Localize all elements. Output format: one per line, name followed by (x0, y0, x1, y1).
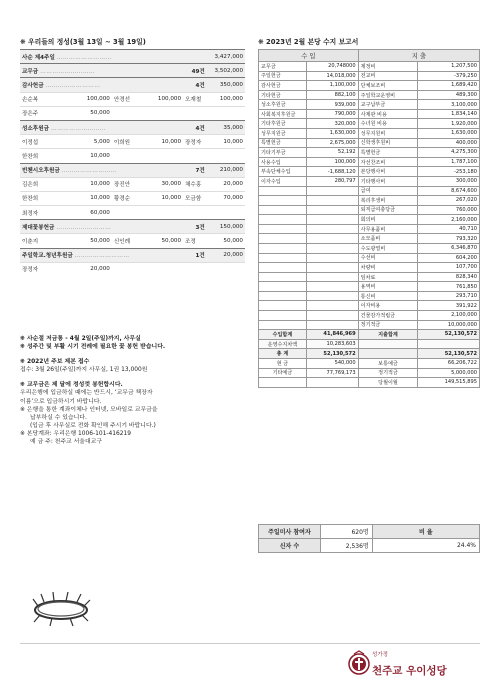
income-header: 수 입 (259, 50, 359, 62)
expense-item: 통신비 (358, 291, 418, 301)
offering-donors-row (20, 191, 245, 205)
finance-row (259, 90, 480, 100)
offering-category-row (20, 220, 245, 234)
finance-row (259, 119, 480, 129)
expense-amount: 2,160,000 (418, 215, 480, 225)
offering-count: 4건 (151, 120, 207, 134)
other-deposit-row (259, 368, 480, 378)
other-value: 77,769,173 (306, 368, 358, 378)
finance-row (259, 62, 480, 72)
notice-heading: ❋ 사순절 저금통 - 4월 2일(주일)까지, 사무실 (20, 336, 141, 342)
offering-donors-row (20, 234, 245, 248)
offerings-title: ❋ 우리들의 정성(3월 13일 ~ 3월 19일) (20, 38, 146, 46)
offering-donors-row (20, 177, 245, 191)
offering-category-row (20, 64, 245, 78)
offering-donors-row (20, 262, 245, 276)
offering-count (151, 50, 207, 64)
notice-heading: ❋ 성주간 및 부활 시기 전례에 필요한 꽃 봉헌 받습니다. (20, 344, 166, 351)
donor-amount: 100,000 (59, 92, 112, 106)
finance-row (259, 291, 480, 301)
expense-item: 기타행사비 (358, 176, 418, 186)
expense-amount: 1,834,140 (418, 109, 480, 119)
finance-title: ❋ 2023년 2월 본당 수지 보고서 (258, 38, 359, 46)
offering-category-row (20, 78, 245, 92)
income-item (259, 272, 307, 282)
income-item: 기타후원금 (259, 119, 307, 129)
weekly-offerings (20, 36, 245, 276)
income-item: 교무금 (259, 62, 307, 72)
income-item: 이자수입 (259, 176, 307, 186)
income-item: 성소후원금 (259, 100, 307, 110)
offering-amount: 150,000 (207, 220, 245, 234)
balance-label: 당월이월 (358, 378, 418, 388)
income-amount (306, 253, 358, 263)
offerings-table (20, 49, 245, 276)
income-amount (306, 243, 358, 253)
grand-left: 52,130,572 (306, 349, 358, 359)
income-amount (306, 272, 358, 282)
expense-amount: -253,180 (418, 167, 480, 177)
offering-amount: 35,000 (207, 120, 245, 134)
income-amount (306, 291, 358, 301)
income-amount (306, 234, 358, 244)
donor-name: 장정자 (183, 135, 207, 149)
finance-row (259, 272, 480, 282)
income-item (259, 282, 307, 292)
finance-row (259, 205, 480, 215)
offering-amount: 210,000 (207, 163, 245, 177)
deposit-value: 66,206,722 (418, 358, 480, 368)
expense-amount: 828,340 (418, 272, 480, 282)
attendance-row-1 (259, 525, 480, 539)
donor-amount: 10,000 (207, 135, 245, 149)
income-amount: 14,018,000 (306, 71, 358, 81)
attendance-row-2 (259, 539, 480, 553)
income-item: 기타헌금 (259, 90, 307, 100)
offering-count: 1건 (151, 248, 207, 262)
expense-item: 이자비용 (358, 301, 418, 311)
expense-amount: 400,000 (418, 138, 480, 148)
donor-amount: 50,000 (59, 106, 112, 120)
income-total-label: 수입합계 (259, 330, 307, 340)
donor-name: 이정섭 (20, 135, 59, 149)
donor-name: 장은주 (20, 106, 59, 120)
expense-item: 제정비 (358, 62, 418, 72)
donor-amount: 20,000 (59, 262, 112, 276)
income-item (259, 311, 307, 321)
income-item: 기타기부금 (259, 148, 307, 158)
ratio-value: 24.4% (372, 539, 479, 553)
expense-item: 소모품비 (358, 234, 418, 244)
mass-attendance-label: 주일미사 참여자 (259, 525, 321, 539)
donor-name: 손순복 (20, 92, 59, 106)
expense-item: 임차료 (358, 272, 418, 282)
donor-amount: 10,000 (59, 149, 112, 163)
offering-category: 주일학교.청년후원금 ……………………… (20, 248, 151, 262)
donor-amount: 20,000 (207, 177, 245, 191)
expense-item: 차량비 (358, 263, 418, 273)
notice-line: 이름’으로 입금하시기 바랍니다. (20, 398, 102, 405)
income-amount: -1,688,120 (306, 167, 358, 177)
offering-donors-row (20, 149, 245, 163)
donor-amount: 10,000 (151, 191, 183, 205)
expense-item: 자선찬조비 (358, 157, 418, 167)
income-item (259, 243, 307, 253)
expense-amount: 10,000,000 (418, 320, 480, 330)
income-amount: 790,000 (306, 109, 358, 119)
income-amount (306, 282, 358, 292)
attendance-table (258, 524, 480, 553)
finance-row (259, 320, 480, 330)
donor-name: 신인례 (112, 234, 151, 248)
expense-item: 특별헌금 (358, 148, 418, 158)
expense-amount: 4,275,300 (418, 148, 480, 158)
offering-category-row (20, 248, 245, 262)
finance-row (259, 186, 480, 196)
expense-amount: 489,300 (418, 90, 480, 100)
notice-heading: ❋ 교무금은 제 달에 정성껏 봉헌합시다. (20, 382, 123, 389)
cash-value: 540,000 (306, 358, 358, 368)
notice-line: (입금 후 사무실로 전화 확인해 주시기 바랍니다.) (30, 422, 156, 429)
finance-row (259, 167, 480, 177)
expense-amount: 107,700 (418, 263, 480, 273)
donor-name: 채수홍 (183, 177, 207, 191)
offering-count: 49건 (151, 64, 207, 78)
expense-item: 교구납부금 (358, 100, 418, 110)
income-amount (306, 263, 358, 273)
crown-of-thorns-icon (30, 590, 92, 628)
expense-amount: 40,710 (418, 224, 480, 234)
income-item (259, 224, 307, 234)
finance-row (259, 253, 480, 263)
finance-row (259, 311, 480, 321)
income-amount (306, 196, 358, 206)
expense-amount: 2,100,000 (418, 311, 480, 321)
offering-category-row (20, 50, 245, 64)
offering-category: 제대꽃봉헌금 ……………………… (20, 220, 151, 234)
income-item (259, 196, 307, 206)
offering-category-row (20, 163, 245, 177)
expense-amount: 1,689,420 (418, 81, 480, 91)
income-item: 감사헌금 (259, 81, 307, 91)
notice-line: 예 금 주: 천주교 서울대교구 (30, 439, 103, 446)
expense-amount: 293,710 (418, 291, 480, 301)
offering-amount: 3,427,000 (207, 50, 245, 64)
offering-category: 사순 제4주일 ……………………… (20, 50, 151, 64)
donor-name: 최정자 (20, 206, 59, 220)
grand-label: 총 계 (259, 349, 307, 359)
parish-emblem-icon (348, 650, 370, 676)
donor-amount: 50,000 (59, 234, 112, 248)
finance-row (259, 243, 480, 253)
notice-line: ※ 본당계좌: 우리은행 1006-101-416219 (20, 430, 132, 437)
finance-row (259, 282, 480, 292)
balance-value: 149,515,895 (418, 378, 480, 388)
believers-label: 신자 수 (259, 539, 321, 553)
offering-donors-row (20, 92, 245, 106)
income-amount: 100,000 (306, 157, 358, 167)
finance-row (259, 224, 480, 234)
expense-amount: 300,000 (418, 176, 480, 186)
income-item (259, 253, 307, 263)
income-item: 사회복지후원금 (259, 109, 307, 119)
carry-row (259, 339, 480, 349)
expense-amount: 391,922 (418, 301, 480, 311)
parish-subtitle: 성가정 (372, 652, 388, 658)
income-item: 성무지원금 (259, 129, 307, 139)
notice-heading: ❋ 2022년 주보 제본 접수 (20, 359, 90, 366)
income-item (259, 291, 307, 301)
expense-item: 용역비 (358, 282, 418, 292)
donor-amount: 100,000 (207, 92, 245, 106)
donor-amount: 50,000 (207, 234, 245, 248)
offering-donors-row (20, 135, 245, 149)
income-amount: 280,797 (306, 176, 358, 186)
income-item (259, 301, 307, 311)
grand-total-row (259, 349, 480, 359)
carry-label: 운영수지차액 (259, 339, 307, 349)
expense-total: 52,130,572 (418, 330, 480, 340)
donor-amount: 100,000 (151, 92, 183, 106)
expense-item: 전교비 (358, 71, 418, 81)
finance-row (259, 176, 480, 186)
finance-row (259, 81, 480, 91)
income-amount: 52,192 (306, 148, 358, 158)
income-item (259, 215, 307, 225)
offering-category-row (20, 120, 245, 134)
finance-row (259, 148, 480, 158)
expense-amount: 760,000 (418, 205, 480, 215)
expense-amount: -379,250 (418, 71, 480, 81)
income-amount (306, 186, 358, 196)
expense-item: 본당행사비 (358, 167, 418, 177)
income-amount: 1,100,000 (306, 81, 358, 91)
donor-amount: 5,000 (59, 135, 112, 149)
donor-name: 황경순 (112, 191, 151, 205)
income-amount: 1,630,000 (306, 129, 358, 139)
expense-amount: 604,200 (418, 253, 480, 263)
income-amount: 20,748000 (306, 62, 358, 72)
offering-donors-row (20, 206, 245, 220)
finance-row (259, 196, 480, 206)
income-amount: 320,000 (306, 119, 358, 129)
totals-row (259, 330, 480, 340)
offering-count: 4건 (151, 78, 207, 92)
cash-row (259, 358, 480, 368)
notice-line: ※ 은행을 통한 계좌이체나 인터넷, 모바일로 교무금을 (20, 406, 158, 413)
income-amount: 939,000 (306, 100, 358, 110)
fixed-label: 정기적금 (358, 368, 418, 378)
income-item: 사용수입 (259, 157, 307, 167)
offering-count: 3건 (151, 220, 207, 234)
offering-category: 감사헌금 ……………………… (20, 78, 151, 92)
finance-row (259, 263, 480, 273)
income-item (259, 234, 307, 244)
donor-name: 김은희 (20, 177, 59, 191)
donor-name: 한찬희 (20, 191, 59, 205)
donor-name: 한찬희 (20, 149, 59, 163)
expense-item: 퇴직급여충당금 (358, 205, 418, 215)
expense-amount: 1,207,500 (418, 62, 480, 72)
offering-category: 교무금 ……………………… (20, 64, 151, 78)
expense-amount: 1,920,000 (418, 119, 480, 129)
income-item (259, 186, 307, 196)
income-item (259, 205, 307, 215)
expense-item: 사제관 비용 (358, 109, 418, 119)
donor-amount: 10,000 (59, 177, 112, 191)
offering-category: 성소후원금 ……………………… (20, 120, 151, 134)
income-item: 주일헌금 (259, 71, 307, 81)
offering-donors-row (20, 106, 245, 120)
income-amount (306, 205, 358, 215)
donor-amount: 10,000 (151, 135, 183, 149)
donor-amount: 30,000 (151, 177, 183, 191)
expense-item: 사무용품비 (358, 224, 418, 234)
donor-name: 안경선 (112, 92, 151, 106)
grand-right: 52,130,572 (418, 349, 480, 359)
expense-amount: 267,020 (418, 196, 480, 206)
donor-name: 이춘지 (20, 234, 59, 248)
finance-row (259, 100, 480, 110)
expense-amount: 8,674,600 (418, 186, 480, 196)
finance-row (259, 71, 480, 81)
expense-item: 신학생후원비 (358, 138, 418, 148)
notice-line: 접수: 3월 26일(주일)까지 사무실, 1권 13,000원 (20, 367, 148, 374)
donor-name: 모금함 (183, 191, 207, 205)
deposit-label: 보통예금 (358, 358, 418, 368)
income-item: 특별헌금 (259, 138, 307, 148)
finance-row (259, 138, 480, 148)
notices (20, 335, 250, 446)
expense-item: 복리후생비 (358, 196, 418, 206)
notice-line: 납부하실 수 있습니다. (30, 414, 87, 421)
income-amount (306, 224, 358, 234)
expense-item: 주일학교운영비 (358, 90, 418, 100)
footer-divider (20, 643, 480, 644)
expense-item: 수선비 (358, 253, 418, 263)
donor-name: 조정 (183, 234, 207, 248)
expense-amount: 761,850 (418, 282, 480, 292)
finance-row (259, 301, 480, 311)
notice-line: 우리은행에 입금하실 때에는 반드시, ‘교무금 책장자 (20, 390, 153, 397)
donor-amount: 50,000 (151, 234, 183, 248)
ratio-label: 비 율 (372, 525, 479, 539)
parish-name: 천주교 우이성당 (372, 665, 447, 677)
expense-amount: 6,346,870 (418, 243, 480, 253)
donor-name: 이희원 (112, 135, 151, 149)
finance-table (258, 49, 480, 388)
offering-category: 빈첸시오후원금 ……………………… (20, 163, 151, 177)
expense-item: 성무지원비 (358, 129, 418, 139)
donor-amount: 10,000 (59, 191, 112, 205)
expense-amount: 1,787,100 (418, 157, 480, 167)
expense-total-label: 지출합계 (358, 330, 418, 340)
expense-header: 지 출 (358, 50, 479, 62)
donor-amount: 60,000 (59, 206, 112, 220)
donor-name: 장정자 (20, 262, 59, 276)
expense-item: 단체보조비 (358, 81, 418, 91)
expense-amount: 3,100,000 (418, 100, 480, 110)
income-item (259, 263, 307, 273)
expense-item: 회의비 (358, 215, 418, 225)
finance-header-row (259, 50, 480, 62)
expense-item: 수녀원 비용 (358, 119, 418, 129)
offering-amount: 3,502,000 (207, 64, 245, 78)
carry-value: 10,283,603 (306, 339, 358, 349)
income-amount: 2,675,000 (306, 138, 358, 148)
expense-item: 급여 (358, 186, 418, 196)
other-label: 기타예금 (259, 368, 307, 378)
cash-label: 현 금 (259, 358, 307, 368)
income-amount (306, 311, 358, 321)
finance-row (259, 234, 480, 244)
offering-amount: 20,000 (207, 248, 245, 262)
expense-item: 건물감가적립금 (358, 311, 418, 321)
income-amount (306, 301, 358, 311)
income-amount (306, 215, 358, 225)
balance-row (259, 378, 480, 388)
donor-name: 오재철 (183, 92, 207, 106)
believers-value: 2,536명 (320, 539, 372, 553)
income-item: 부속단체수입 (259, 167, 307, 177)
expense-item: 수도광열비 (358, 243, 418, 253)
income-amount: 882,100 (306, 90, 358, 100)
finance-row (259, 215, 480, 225)
finance-row (259, 109, 480, 119)
donor-name: 장진안 (112, 177, 151, 191)
finance-report (258, 36, 480, 388)
expense-amount: 1,630,000 (418, 129, 480, 139)
expense-amount: 793,320 (418, 234, 480, 244)
finance-row (259, 157, 480, 167)
offering-count: 7건 (151, 163, 207, 177)
income-amount (306, 320, 358, 330)
donor-amount: 70,000 (207, 191, 245, 205)
expense-item: 정기적금 (358, 320, 418, 330)
income-total: 41,846,969 (306, 330, 358, 340)
offering-amount: 350,000 (207, 78, 245, 92)
finance-row (259, 129, 480, 139)
fixed-value: 5,000,000 (418, 368, 480, 378)
income-item (259, 320, 307, 330)
mass-attendance-value: 620명 (320, 525, 372, 539)
